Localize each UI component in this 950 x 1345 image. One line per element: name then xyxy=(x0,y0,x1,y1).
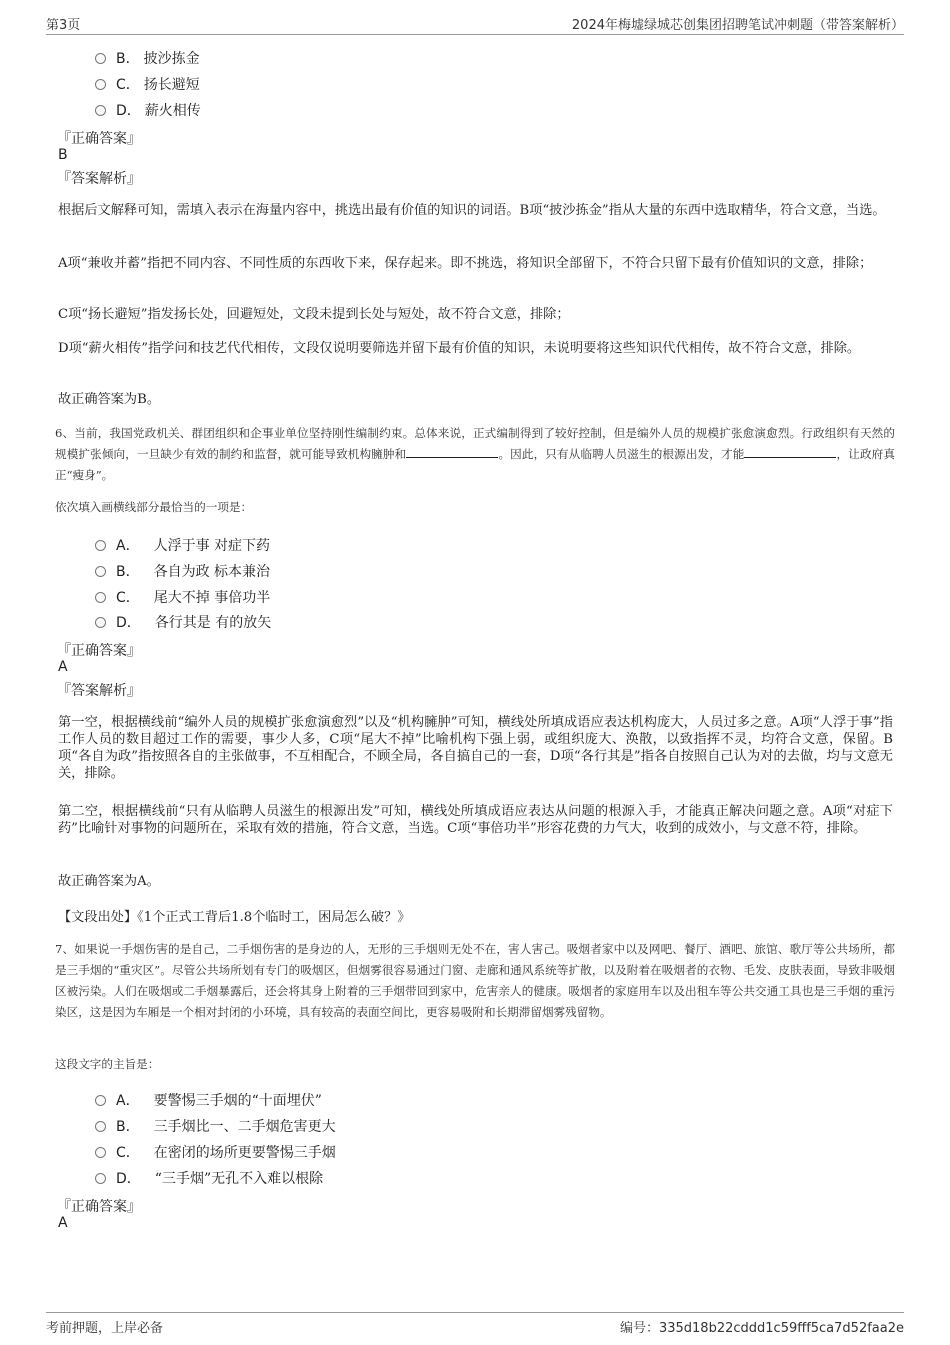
q6-option-c[interactable]: C． 尾大不掉 事倍功半 xyxy=(95,587,270,607)
conclusion: 故正确答案为B。 xyxy=(58,392,161,407)
radio-icon[interactable] xyxy=(95,592,106,603)
question-text: 6、当前，我国党政机关、群团组织和企事业单位坚持刚性编制约束。总体来说，正式编制得到了较好控制，但是编外人员的规模扩张愈演愈烈。行政组织有天然的规模扩张倾向，一旦缺少有效的制约和监督，就可能导致机构臃肿和 。因此，只有从临聘人员滋生的根源出发，才能 ，让政府真正“瘦身”。 xyxy=(55,426,895,482)
correct-answer: A xyxy=(58,659,68,675)
q7-option-c[interactable]: C． 在密闭的场所更要警惕三手烟 xyxy=(95,1142,336,1162)
q7-option-b[interactable]: B． 三手烟比一、二手烟危害更大 xyxy=(95,1116,336,1136)
page-number: 第3页 xyxy=(46,18,81,33)
question-prompt: 这段文字的主旨是： xyxy=(55,1057,160,1071)
radio-icon[interactable] xyxy=(95,1147,106,1158)
page-footer xyxy=(46,1312,904,1335)
analysis-paragraph: 根据后文解释可知，需填入表示在海量内容中，挑选出最有价值的知识的词语。B项“披沙拣金”指从大量的东西中选取精华，符合文意，当选。 xyxy=(58,203,886,218)
correct-answer-label: 『正确答案』 xyxy=(57,643,141,659)
analysis-paragraph: 第一空，根据横线前“编外人员的规模扩张愈演愈烈”以及“机构臃肿”可知，横线处所填成语应表达机构庞大，人员过多之意。A项“人浮于事”指工作人员的数目超过工作的需要，事少人多，C项“尾大不掉”比喻机构下强上弱，或组织庞大、涣散，以致指挥不灵，均符合文意，保留。B项“各自为政”指按照各自的主张做事，不互相配合，不顾全局，各自搞自己的一套，D项“各行其是”指各自按照自己认为对的去做，均与文意无关，排除。 xyxy=(58,715,893,781)
answer-blank xyxy=(406,446,498,458)
q6-option-b[interactable]: B． 各自为政 标本兼治 xyxy=(95,561,270,581)
radio-icon[interactable] xyxy=(95,1173,106,1184)
analysis-paragraph: 第二空，根据横线前“只有从临聘人员滋生的根源出发”可知，横线处所填成语应表达从问题的根源入手，才能真正解决问题之意。A项“对症下药”比喻针对事物的问题所在，采取有效的措施，符合文意，当选。C项“事倍功半”形容花费的力气大，收到的成效小，与文意不符，排除。 xyxy=(58,804,893,836)
q5-option-c[interactable]: C． 扬长避短 xyxy=(95,74,200,94)
document-title: 2024年梅墟绿城芯创集团招聘笔试冲刺题（带答案解析） xyxy=(571,18,904,33)
answer-blank xyxy=(744,446,836,458)
radio-icon[interactable] xyxy=(95,105,106,116)
analysis-label: 『答案解析』 xyxy=(57,683,141,699)
q7-option-a[interactable]: A． 要警惕三手烟的“十面埋伏” xyxy=(95,1090,322,1110)
analysis-label: 『答案解析』 xyxy=(57,171,141,187)
document-id: 编号：335d18b22cddd1c59fff5ca7d52faa2e xyxy=(619,1321,904,1336)
radio-icon[interactable] xyxy=(95,540,106,551)
correct-answer-label: 『正确答案』 xyxy=(57,131,141,147)
radio-icon[interactable] xyxy=(95,1095,106,1106)
question-text: 7、如果说一手烟伤害的是自己，二手烟伤害的是身边的人，无形的三手烟则无处不在，害人害己。吸烟者家中以及网吧、餐厅、酒吧、旅馆、歌厅等公共场所，都是三手烟的“重灾区”。尽管公共场所划有专门的吸烟区，但烟雾很容易通过门窗、走廊和通风系统等扩散，以及附着在吸烟者的衣物、毛发、皮肤表面，导致非吸烟区被污染。人们在吸烟或二手烟暴露后，还会将其身上附着的三手烟带回到家中，危害亲人的健康。吸烟者的家庭用车以及出租车等公共交通工具也是三手烟的重污染区，这是因为车厢是一个相对封闭的小环境，具有较高的表面空间比，更容易吸附和长期滞留烟雾残留物。 xyxy=(55,942,895,1019)
question-prompt: 依次填入画横线部分最恰当的一项是： xyxy=(55,500,253,514)
radio-icon[interactable] xyxy=(95,53,106,64)
correct-answer: B xyxy=(58,147,68,163)
radio-icon[interactable] xyxy=(95,79,106,90)
q5-option-d[interactable]: D． 薪火相传 xyxy=(95,100,201,120)
radio-icon[interactable] xyxy=(95,617,106,628)
analysis-paragraph: C项“扬长避短”指发扬长处，回避短处，文段未提到长处与短处，故不符合文意，排除； xyxy=(58,307,570,322)
radio-icon[interactable] xyxy=(95,1121,106,1132)
q7-option-d[interactable]: D． “三手烟”无孔不入难以根除 xyxy=(95,1168,323,1188)
q6-option-a[interactable]: A． 人浮于事 对症下药 xyxy=(95,535,270,555)
source-citation: 【文段出处】《1个正式工背后1.8个临时工，困局怎么破？》 xyxy=(58,910,411,925)
q6-option-d[interactable]: D． 各行其是 有的放矢 xyxy=(95,612,271,632)
page-header xyxy=(46,14,904,35)
analysis-paragraph: D项“薪火相传”指学问和技艺代代相传，文段仅说明要筛选并留下最有价值的知识，未说明要将这些知识代代相传，故不符合文意，排除。 xyxy=(58,341,861,356)
q5-option-b[interactable]: B． 披沙拣金 xyxy=(95,48,200,68)
conclusion: 故正确答案为A。 xyxy=(58,874,160,889)
analysis-paragraph: A项“兼收并蓄”指把不同内容、不同性质的东西收下来，保存起来。即不挑选，将知识全部留下，不符合只留下最有价值知识的文意，排除； xyxy=(58,256,873,271)
footer-slogan: 考前押题，上岸必备 xyxy=(46,1321,164,1336)
correct-answer: A xyxy=(58,1215,68,1231)
correct-answer-label: 『正确答案』 xyxy=(57,1199,141,1215)
radio-icon[interactable] xyxy=(95,566,106,577)
